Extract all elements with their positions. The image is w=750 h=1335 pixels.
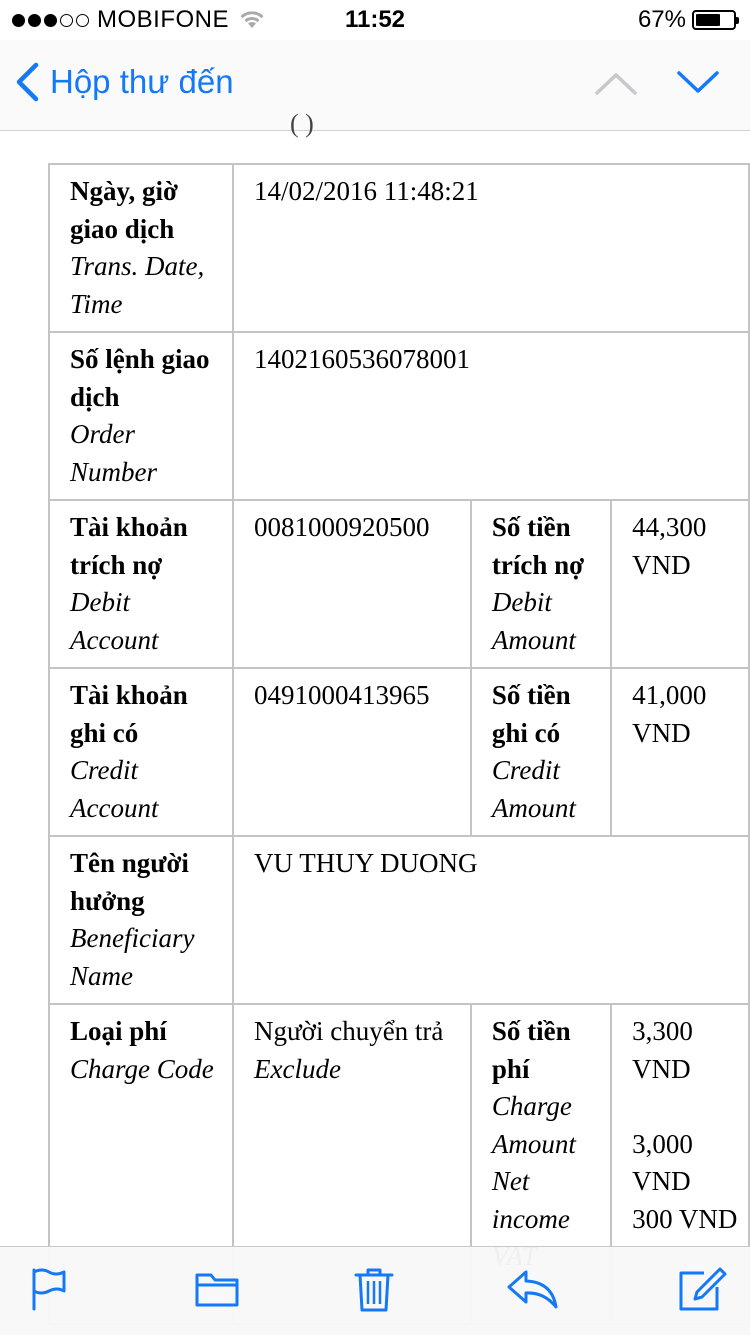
credit-amount-value: 41,000 VND <box>632 680 707 748</box>
value-cell <box>233 332 749 500</box>
label-vn: Ngày, giờ giao dịch <box>70 176 178 244</box>
debit-amount-value: 44,300 VND <box>632 512 707 580</box>
vat-value: 300 VND <box>632 1203 738 1234</box>
compose-button[interactable] <box>678 1267 728 1318</box>
charge-code-value: Người chuyển trả <box>254 1016 444 1046</box>
value-cell <box>233 164 749 332</box>
label-en: Credit Account <box>70 755 159 823</box>
charge-code-en-value: Exclude <box>254 1053 341 1084</box>
trans-date-value: 14/02/2016 11:48:21 <box>254 176 479 206</box>
nav-bar <box>0 40 750 131</box>
beneficiary-value: VU THUY DUONG <box>254 848 478 878</box>
previous-message-button[interactable] <box>594 68 638 103</box>
label-vn: Số tiền trích nợ <box>491 512 585 580</box>
label-cell <box>49 332 233 500</box>
table-row <box>49 500 749 668</box>
folder-icon <box>194 1267 240 1311</box>
net-income-label: Net income <box>491 1166 570 1234</box>
value-cell <box>611 668 749 836</box>
chevron-down-icon <box>676 68 720 98</box>
label-vn: Loại phí <box>70 1016 167 1046</box>
label-vn: Số tiền phí <box>491 1016 571 1084</box>
carrier-name: MOBIFONE <box>97 6 230 33</box>
bottom-toolbar <box>0 1246 750 1335</box>
label-en: Beneficiary Name <box>70 923 195 991</box>
partial-heading: ( ) <box>290 109 314 138</box>
flag-button[interactable] <box>30 1267 68 1316</box>
label-en: Order Number <box>70 419 157 487</box>
label-vn: Tài khoản trích nợ <box>70 512 188 580</box>
status-time: 11:52 <box>344 6 406 33</box>
label-en: Debit Amount <box>491 587 576 655</box>
label-cell <box>471 500 611 668</box>
label-en: Charge Amount <box>491 1091 576 1159</box>
charge-amount-value: 3,300 VND <box>632 1016 693 1084</box>
status-right <box>638 6 736 34</box>
label-en: Trans. Date, Time <box>70 251 205 319</box>
label-vn: Tên người hưởng <box>70 848 189 916</box>
credit-account-value: 0491000413965 <box>254 680 430 710</box>
chevron-up-icon <box>594 68 638 98</box>
email-body[interactable] <box>0 109 750 1246</box>
back-label: Hộp thư đến <box>50 63 234 100</box>
flag-icon <box>30 1267 68 1311</box>
label-vn: Số tiền ghi có <box>491 680 571 748</box>
value-cell <box>233 836 749 1004</box>
label-vn: Tài khoản ghi có <box>70 680 188 748</box>
table-row <box>49 836 749 1004</box>
debit-account-value: 0081000920500 <box>254 512 430 542</box>
battery-percent: 67% <box>637 6 686 33</box>
spacer <box>632 1088 740 1126</box>
net-income-value: 3,000 VND <box>632 1128 693 1196</box>
label-cell <box>49 164 233 332</box>
battery-icon <box>692 10 736 30</box>
reply-icon <box>506 1267 560 1311</box>
compose-icon <box>678 1267 728 1313</box>
table-row <box>49 332 749 500</box>
table-row <box>49 164 749 332</box>
move-to-folder-button[interactable] <box>194 1267 240 1316</box>
reply-button[interactable] <box>506 1267 560 1316</box>
label-en: Charge Code <box>70 1053 214 1084</box>
label-vn: Số lệnh giao dịch <box>70 344 210 412</box>
order-number-value: 1402160536078001 <box>254 344 471 374</box>
label-cell <box>471 668 611 836</box>
chevron-left-icon <box>14 62 40 102</box>
table-row <box>49 668 749 836</box>
label-en: Credit Amount <box>491 755 576 823</box>
trash-icon <box>354 1267 394 1313</box>
next-message-button[interactable] <box>676 68 720 103</box>
back-to-inbox-button[interactable] <box>14 62 234 102</box>
delete-button[interactable] <box>354 1267 394 1318</box>
transaction-table <box>48 163 750 1325</box>
label-en: Debit Account <box>70 587 159 655</box>
label-cell <box>49 836 233 1004</box>
value-cell <box>611 500 749 668</box>
label-cell <box>49 500 233 668</box>
status-bar <box>0 0 750 40</box>
battery-fill <box>696 14 720 26</box>
value-cell <box>233 668 471 836</box>
label-cell <box>49 668 233 836</box>
value-cell <box>233 500 471 668</box>
